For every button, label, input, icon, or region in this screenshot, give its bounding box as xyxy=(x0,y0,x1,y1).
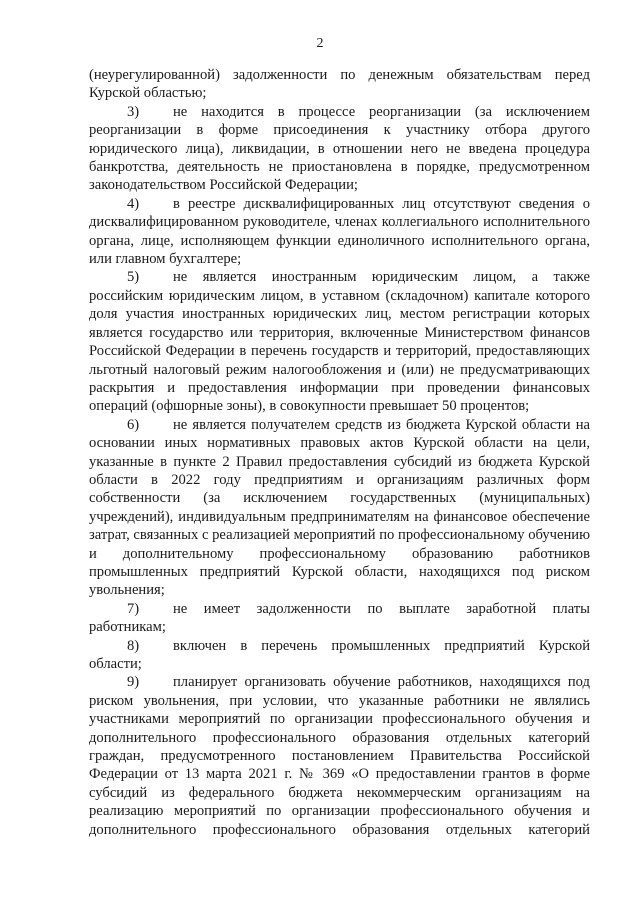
paragraph-text: включен в перечень промышленных предприятий Курской области; xyxy=(89,637,590,672)
list-item-number: 6) xyxy=(127,416,140,433)
list-item-3 xyxy=(89,103,590,195)
list-item-5 xyxy=(89,268,590,415)
list-item-number: 8) xyxy=(127,637,140,654)
paragraph-text: (неурегулированной) задолженности по денежным обязательствам перед Курской областью; xyxy=(89,67,590,102)
list-item-number: 3) xyxy=(127,103,140,120)
paragraph-text: не находится в процессе реорганизации (за исключением реорганизации в форме присоединения к участнику отбора другого юридического лица), ликвидации, в отношении него не введена процедура банкротства, деятельность не приостановлена в порядке, предусмотренном законодательством Российской Федерации; xyxy=(89,103,590,194)
list-item-number: 9) xyxy=(127,674,140,691)
list-item-number: 5) xyxy=(127,269,140,286)
paragraph-text: в реестре дисквалифицированных лиц отсутствуют сведения о дисквалифицированном руководителе, членах коллегиального исполнительного органа, лице, исполняющем функции единоличного исполнительного органа, или главном бухгалтере; xyxy=(89,195,590,268)
paragraph-text: не является иностранным юридическим лицом, а также российским юридическим лицом, в уставном (складочном) капитале которого доля участия иностранных юридических лиц, местом регистрации которых является государство или территория, включенные Министерством финансов Российской Федерации в перечень государств и территорий, предоставляющих льготный налоговый режим налогообложения и (или) не предусматривающих раскрытия и предоставления информации при проведении финансовых операций (офшорные зоны), в совокупности превышает 50 процентов; xyxy=(89,269,590,415)
paragraph-continuation xyxy=(89,66,590,103)
paragraph-text: планирует организовать обучение работников, находящихся под риском увольнения, при условии, что указанные работники не являлись участниками мероприятий по организации профессионального обучения и дополнительного профессионального образования отдельных категорий граждан, предусмотренного постановлением Правительства Российской Федерации от 13 марта 2021 г. № 369 «О предоставлении грантов в форме субсидий из федерального бюджета некоммерческим организациям на реализацию мероприятий по организации профессионального обучения и дополнительного профессионального образования отдельных категорий xyxy=(89,674,590,838)
list-item-7 xyxy=(89,600,590,637)
paragraph-text: не имеет задолженности по выплате заработной платы работникам; xyxy=(89,600,590,636)
list-item-9 xyxy=(89,673,590,839)
paragraph-text: не является получателем средств из бюджета Курской области на основании иных нормативных правовых актов Курской области на цели, указанные в пункте 2 Правил предоставления субсидий из бюджета Курской области в 2022 году предприятиям и организациям различных форм собственности (за исключением государственных (муниципальных) учреждений), индивидуальным предпринимателям на финансовое обеспечение затрат, связанных с реализацией мероприятий по профессиональному обучению и дополнительному профессиональному образованию работников промышленных предприятий Курской области, находящихся под риском увольнения; xyxy=(89,416,590,599)
page-number: 2 xyxy=(316,36,324,51)
list-item-4 xyxy=(89,195,590,269)
list-item-number: 4) xyxy=(127,195,140,212)
document-body xyxy=(89,66,590,839)
list-item-8 xyxy=(89,637,590,674)
list-item-6 xyxy=(89,416,590,600)
list-item-number: 7) xyxy=(127,600,140,617)
